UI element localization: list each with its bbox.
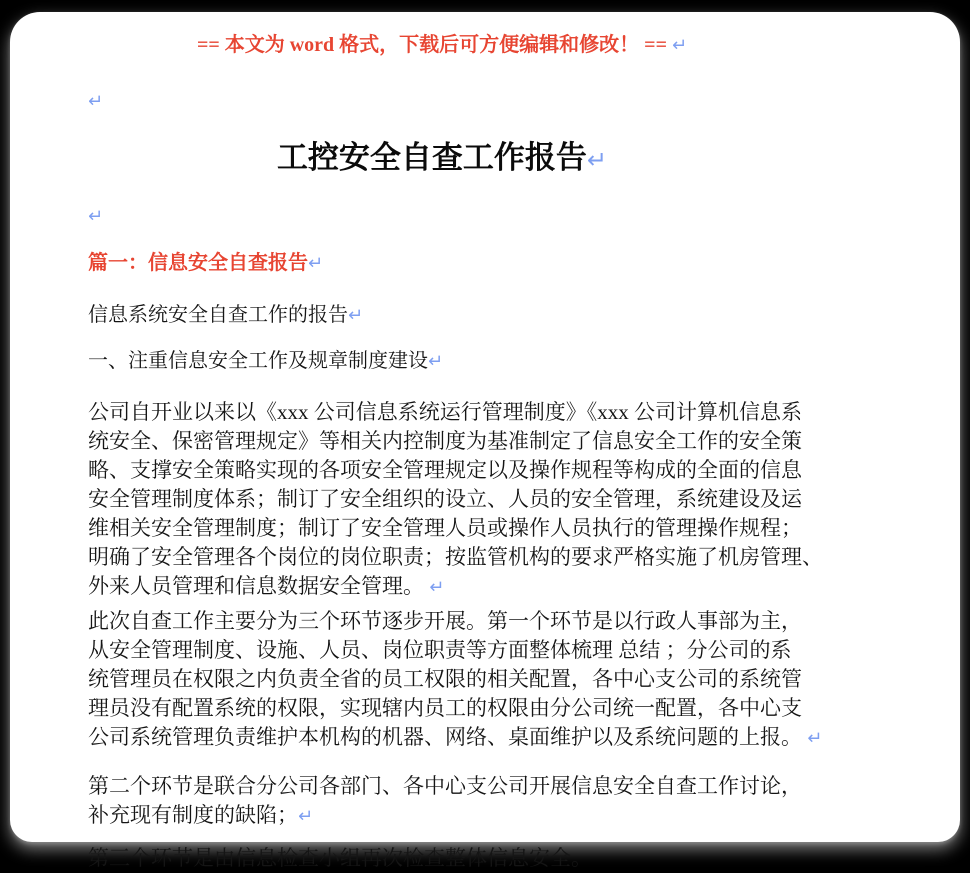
paragraph-return-mark: ↵ (298, 806, 314, 827)
text-line (88, 607, 886, 636)
text-line (88, 398, 886, 427)
text-run: 此次自查工作主要分为三个环节逐步开展。第一个环节是以行政人事部为主， (88, 609, 802, 633)
body-paragraph (88, 844, 886, 873)
paragraph-return-mark: ↵ (429, 577, 445, 598)
paragraph-return-mark: ↵ (348, 305, 364, 326)
document-title (88, 137, 886, 181)
text-run: 第二个环节是联合分公司各部门、各中心支公司开展信息安全自查工作讨论， (88, 774, 802, 798)
text-run: 统安全、保密管理规定》等相关内控制度为基准制定了信息安全工作的安全策 (88, 429, 802, 453)
text-run: == 本文为 word 格式，下载后可方便编辑和修改！ == (196, 34, 667, 56)
text-run: 第三个环节是由信息检查小组再次检查整体信息安全。 (88, 846, 592, 870)
document-page[interactable] (10, 12, 960, 870)
section-heading-red (88, 249, 886, 278)
text-line (88, 801, 886, 831)
text-run: 信息系统安全自查工作的报告 (88, 304, 348, 326)
text-line (88, 665, 886, 694)
text-line (88, 772, 886, 801)
text-run: 从安全管理制度、设施、人员、岗位职责等方面整体梳理 总结 ；分公司的系 (88, 638, 792, 662)
empty-paragraph (88, 201, 886, 232)
text-line (88, 694, 886, 723)
empty-paragraph (88, 86, 886, 117)
paragraph-return-mark: ↵ (88, 206, 104, 227)
text-run: 略、支撑安全策略实现的各项安全管理规定以及操作规程等构成的全面的信息 (88, 458, 802, 482)
text-run: 公司自开业以来以《xxx 公司信息系统运行管理制度》《xxx 公司计算机信息系 (88, 400, 802, 424)
text-run: 工控安全自查工作报告 (276, 140, 587, 175)
text-run: 公司系统管理负责维护本机构的机器、网络、桌面维护以及系统问题的上报。 (88, 725, 802, 749)
text-line (88, 456, 886, 485)
paragraph-return-mark: ↵ (428, 351, 444, 372)
body-paragraph (88, 772, 886, 831)
text-line (88, 636, 886, 665)
text-line (88, 485, 886, 514)
paragraph-return-mark: ↵ (586, 146, 608, 174)
paragraph-return-mark: ↵ (807, 728, 823, 749)
paragraph-return-mark: ↵ (671, 35, 688, 56)
text-run: 统管理员在权限之内负责全省的员工权限的相关配置，各中心支公司的系统管 (88, 667, 802, 691)
text-run: 补充现有制度的缺陷； (88, 803, 298, 827)
text-run: 外来人员管理和信息数据安全管理。 (88, 574, 424, 598)
text-line (88, 514, 886, 543)
text-run: 篇一：信息安全自查报告 (88, 252, 308, 274)
body-line (88, 347, 886, 376)
text-line (88, 427, 886, 456)
text-run: 一、注重信息安全工作及规章制度建设 (88, 350, 428, 372)
body-paragraph (88, 607, 886, 753)
body-paragraph (88, 398, 886, 602)
text-run: 维相关安全管理制度；制订了安全管理人员或操作人员执行的管理操作规程； (88, 516, 802, 540)
text-run: 安全管理制度体系；制订了安全组织的设立、人员的安全管理，系统建设及运 (88, 487, 802, 511)
text-line (88, 543, 886, 572)
text-line (88, 844, 886, 873)
body-line (88, 301, 886, 330)
paragraph-return-mark: ↵ (88, 91, 104, 112)
text-line (88, 723, 886, 753)
format-notice (88, 33, 886, 58)
paragraph-return-mark: ↵ (308, 253, 324, 274)
text-run: 理员没有配置系统的权限，实现辖内员工的权限由分公司统一配置，各中心支 (88, 696, 802, 720)
text-line (88, 572, 886, 602)
text-run: 明确了安全管理各个岗位的岗位职责；按监管机构的要求严格实施了机房管理、 (88, 545, 823, 569)
